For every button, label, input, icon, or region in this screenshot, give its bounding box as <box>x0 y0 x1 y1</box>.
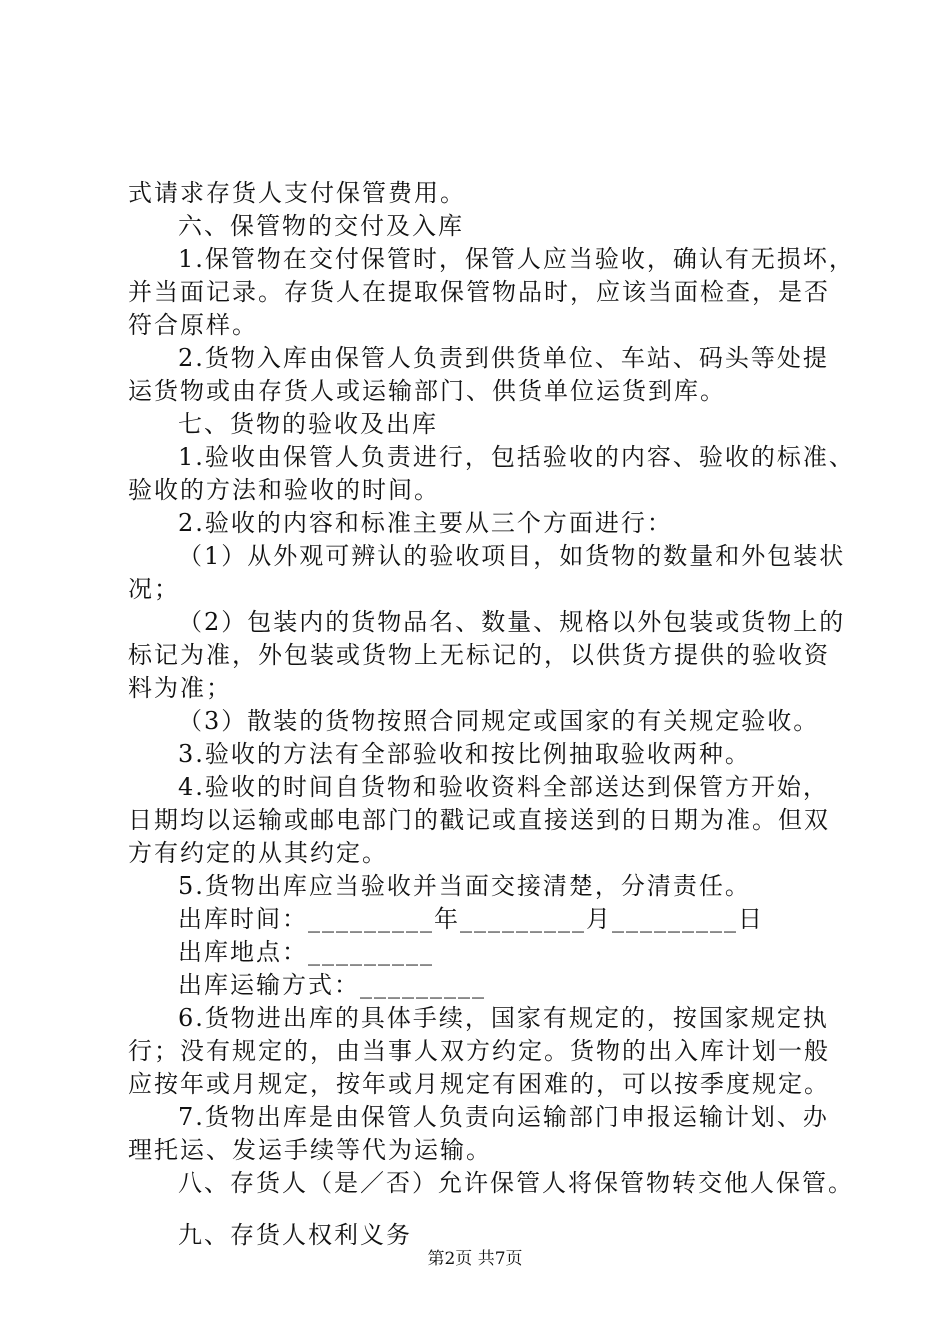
text-line: 6.货物进出库的具体手续，国家有规定的，按国家规定执 <box>178 1004 829 1032</box>
text-line: 运货物或由存货人或运输部门、供货单位运货到库。 <box>128 377 726 405</box>
page-footer: 第2页 共7页 <box>427 1249 523 1269</box>
text-line: 符合原样。 <box>128 311 258 339</box>
section-heading: 七、货物的验收及出库 <box>178 410 438 438</box>
section-heading: 八、存货人（是／否）允许保管人将保管物转交他人保管。 <box>178 1169 854 1197</box>
fill-in-line: 出库时间：_________年_________月_________日 <box>178 905 764 933</box>
fill-in-line: 出库运输方式：_________ <box>178 971 486 999</box>
fill-in-line: 出库地点：_________ <box>178 938 434 966</box>
text-line: 3.验收的方法有全部验收和按比例抽取验收两种。 <box>178 740 751 768</box>
text-line: （2）包装内的货物品名、数量、规格以外包装或货物上的 <box>178 608 846 636</box>
text-line: 应按年或月规定，按年或月规定有困难的，可以按季度规定。 <box>128 1070 830 1098</box>
section-heading: 六、保管物的交付及入库 <box>178 212 464 240</box>
text-line: （1）从外观可辨认的验收项目，如货物的数量和外包装状 <box>178 542 846 570</box>
text-line: 1.验收由保管人负责进行，包括验收的内容、验收的标准、 <box>178 443 855 471</box>
text-line: 标记为准，外包装或货物上无标记的，以供货方提供的验收资 <box>128 641 830 669</box>
text-line: 料为准； <box>128 674 232 702</box>
text-line: 况； <box>128 575 180 603</box>
text-line: 方有约定的从其约定。 <box>128 839 388 867</box>
text-line: 行；没有规定的，由当事人双方约定。货物的出入库计划一般 <box>128 1037 830 1065</box>
text-line: 5.货物出库应当验收并当面交接清楚，分清责任。 <box>178 872 751 900</box>
text-line: 理托运、发运手续等代为运输。 <box>128 1136 492 1164</box>
text-line: 式请求存货人支付保管费用。 <box>128 179 466 207</box>
text-line: 2.货物入库由保管人负责到供货单位、车站、码头等处提 <box>178 344 829 372</box>
text-line: 7.货物出库是由保管人负责向运输部门申报运输计划、办 <box>178 1103 829 1131</box>
text-line: 并当面记录。存货人在提取保管物品时，应该当面检查，是否 <box>128 278 830 306</box>
text-line: （3）散装的货物按照合同规定或国家的有关规定验收。 <box>178 707 820 735</box>
text-line: 4.验收的时间自货物和验收资料全部送达到保管方开始， <box>178 773 829 801</box>
text-line: 1.保管物在交付保管时，保管人应当验收，确认有无损坏， <box>178 245 855 273</box>
text-line: 验收的方法和验收的时间。 <box>128 476 440 504</box>
text-line: 日期均以运输或邮电部门的戳记或直接送到的日期为准。但双 <box>128 806 830 834</box>
section-heading: 九、存货人权利义务 <box>178 1221 412 1249</box>
text-line: 2.验收的内容和标准主要从三个方面进行： <box>178 509 673 537</box>
